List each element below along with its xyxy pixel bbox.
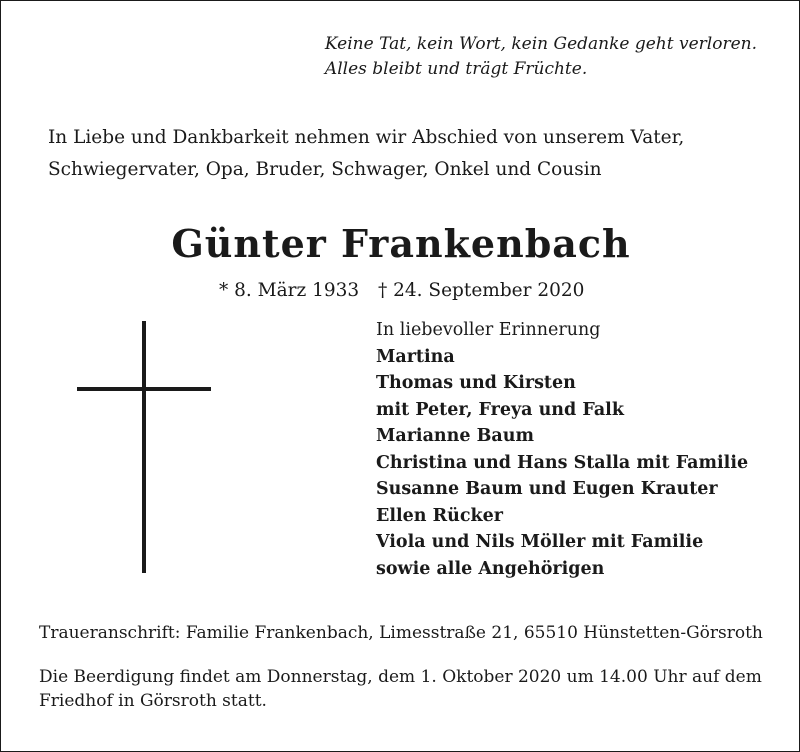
funeral-notice bbox=[39, 665, 779, 713]
mourner-name: Marianne Baum bbox=[376, 426, 534, 446]
mourner-name: Martina bbox=[376, 346, 455, 367]
mourner-name: Ellen Rücker bbox=[376, 505, 503, 526]
mourner-name: sowie alle Angehörigen bbox=[376, 558, 605, 579]
death-date: † 24. September 2020 bbox=[378, 280, 585, 301]
mourners-list bbox=[376, 317, 786, 582]
intro-text bbox=[48, 122, 768, 186]
mourners-lead: In liebevoller Erinnerung bbox=[376, 320, 601, 340]
funeral-line-1: Die Beerdigung findet am Donnerstag, dem 1. Oktober 2020 um 14.00 Uhr auf dem bbox=[39, 667, 762, 687]
intro-line-1: In Liebe und Dankbarkeit nehmen wir Abschied von unserem Vater, bbox=[48, 127, 685, 148]
mourner-name: Christina und Hans Stalla mit Familie bbox=[376, 452, 749, 473]
motto-line-2: Alles bleibt und trägt Früchte. bbox=[324, 59, 588, 79]
funeral-line-2: Friedhof in Görsroth statt. bbox=[39, 691, 267, 711]
motto-line-1: Keine Tat, kein Wort, kein Gedanke geht verloren. bbox=[324, 34, 757, 54]
motto-quote bbox=[325, 32, 757, 82]
cross-icon bbox=[142, 321, 146, 573]
cross-icon-bar bbox=[77, 387, 211, 391]
mourner-name: Thomas und Kirsten bbox=[376, 373, 576, 393]
intro-line-2: Schwiegervater, Opa, Bruder, Schwager, Onkel und Cousin bbox=[48, 159, 602, 180]
birth-date: * 8. März 1933 bbox=[219, 280, 360, 301]
mourner-name: mit Peter, Freya und Falk bbox=[376, 399, 624, 420]
mourner-name: Susanne Baum und Eugen Krauter bbox=[376, 479, 718, 499]
mourning-address: Traueranschrift: Familie Frankenbach, Limesstraße 21, 65510 Hünstetten-Görsroth bbox=[39, 623, 763, 643]
deceased-name: Günter Frankenbach bbox=[171, 221, 631, 266]
mourner-name: Viola und Nils Möller mit Familie bbox=[376, 532, 704, 552]
